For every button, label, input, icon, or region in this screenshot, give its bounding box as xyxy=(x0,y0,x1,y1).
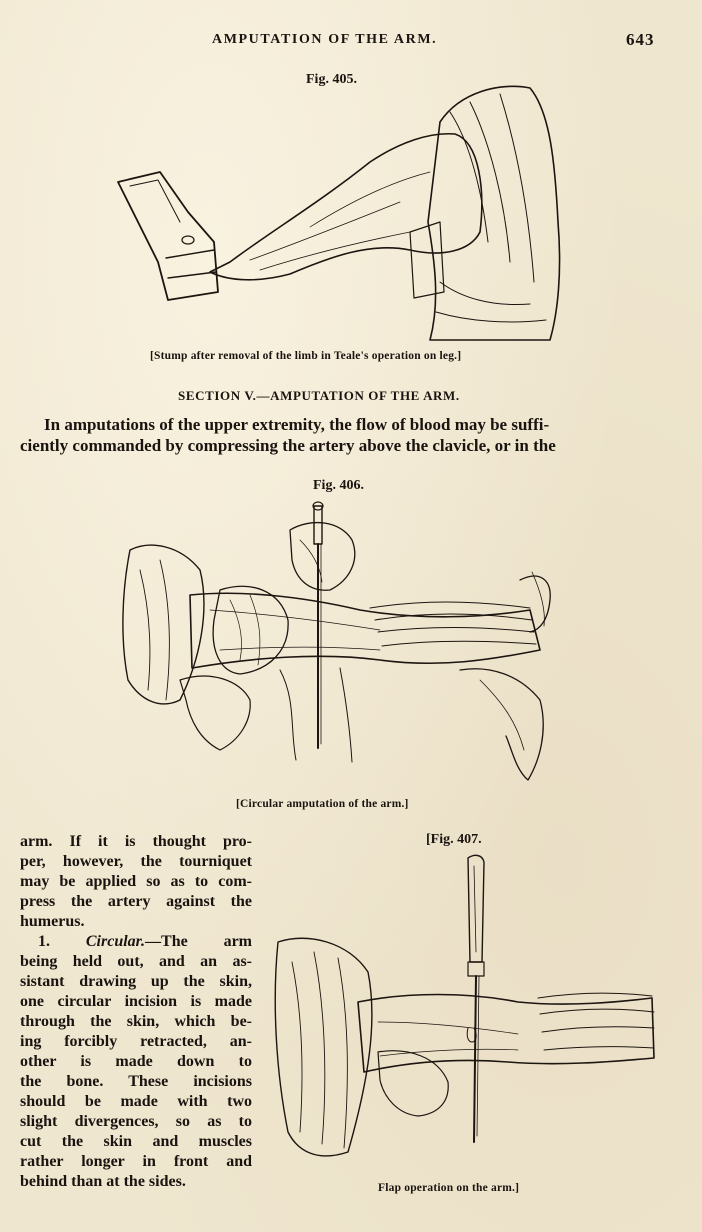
circular-line-1: being held out, and an as- xyxy=(20,953,252,970)
circular-line-6: other is made down to xyxy=(20,1053,252,1070)
column-line-5: humerus. xyxy=(20,913,85,930)
column-line-2: per, however, the tourniquet xyxy=(20,853,252,870)
circular-line-8: should be made with two xyxy=(20,1093,252,1110)
section-heading: SECTION V.—AMPUTATION OF THE ARM. xyxy=(178,388,460,403)
circular-term: Circular. xyxy=(85,933,146,950)
circular-amputation-engraving-icon xyxy=(120,500,560,792)
leg-stump-engraving-icon xyxy=(110,82,570,344)
running-head xyxy=(0,32,702,52)
column-line-1: arm. If it is thought pro- xyxy=(20,833,252,850)
circular-heading-line xyxy=(20,932,252,952)
figure-405-label: Fig. 405. xyxy=(306,72,357,87)
figure-407-caption: Flap operation on the arm.] xyxy=(378,1182,520,1194)
column-text xyxy=(20,832,252,1192)
circular-line-4: through the skin, which be- xyxy=(20,1013,252,1030)
circular-line-11: rather longer in front and xyxy=(20,1153,252,1170)
page-number: 643 xyxy=(626,30,655,49)
circular-line-9: slight divergences, so as to xyxy=(20,1113,252,1130)
circular-line-2: sistant drawing up the skin, xyxy=(20,973,252,990)
intro-paragraph xyxy=(20,414,665,456)
circular-line-10: cut the skin and muscles xyxy=(20,1133,252,1150)
figure-407-label: [Fig. 407. xyxy=(426,832,482,847)
circular-line-5: ing forcibly retracted, an- xyxy=(20,1033,252,1050)
flap-operation-engraving-icon xyxy=(268,852,664,1176)
circular-line-3: one circular incision is made xyxy=(20,993,252,1010)
figure-406-caption: [Circular amputation of the arm.] xyxy=(236,798,409,810)
circular-line-12: behind than at the sides. xyxy=(20,1173,186,1190)
intro-line-1: In amputations of the upper extremity, the flow of blood may be suffi- xyxy=(44,415,550,434)
circular-number: 1. xyxy=(38,933,50,950)
circular-rest: —The arm xyxy=(145,933,252,950)
circular-line-7: the bone. These incisions xyxy=(20,1073,252,1090)
figure-406-label: Fig. 406. xyxy=(313,478,364,493)
column-line-3: may be applied so as to com- xyxy=(20,873,252,890)
running-title: AMPUTATION OF THE ARM. xyxy=(212,32,438,47)
column-line-4: press the artery against the xyxy=(20,893,252,910)
intro-line-2: ciently commanded by compressing the artery above the clavicle, or in the xyxy=(20,436,556,455)
figure-405-caption: [Stump after removal of the limb in Teale's operation on leg.] xyxy=(150,350,462,362)
